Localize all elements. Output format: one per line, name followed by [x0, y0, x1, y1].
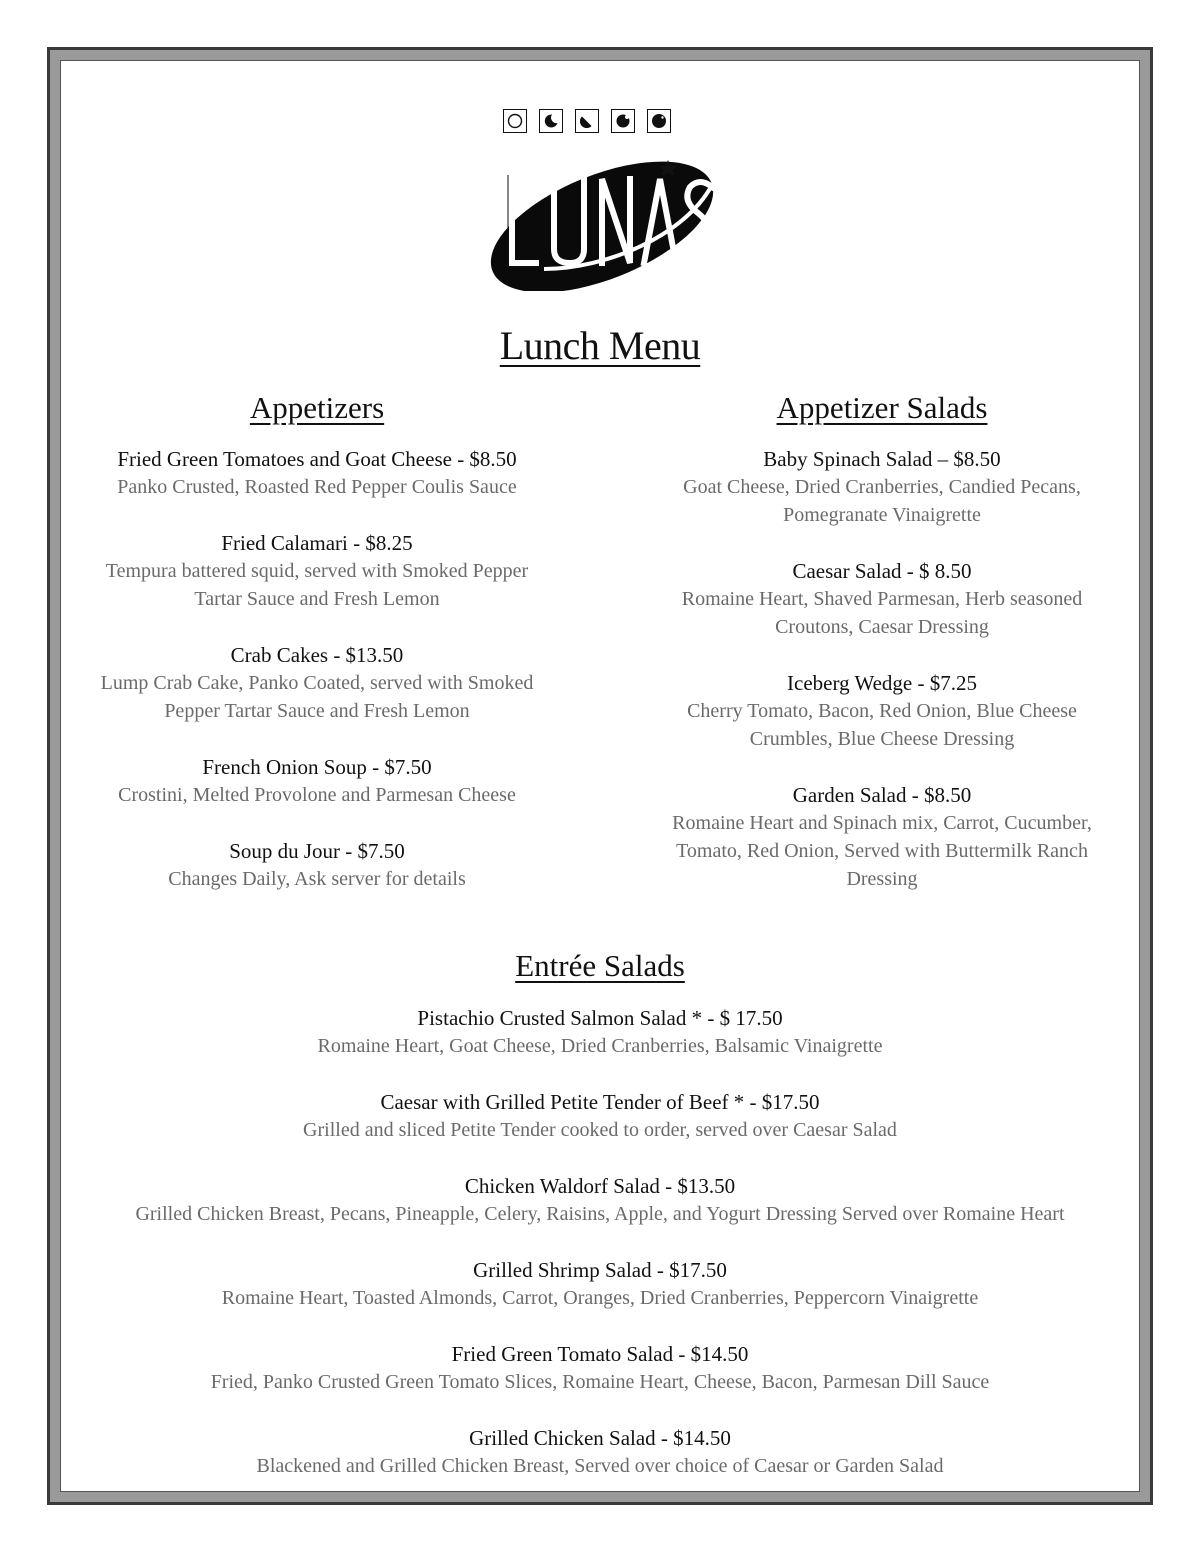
item-description: Lump Crab Cake, Panko Coated, served with Smoked — [100, 672, 534, 694]
full-moon-icon — [503, 109, 527, 133]
item-name: Soup du Jour - $7.50 — [229, 839, 405, 863]
item-description: Goat Cheese, Dried Cranberries, Candied Pecans, — [683, 476, 1081, 498]
item-name: Baby Spinach Salad – $8.50 — [763, 447, 1001, 471]
moon-phases — [503, 109, 671, 133]
item-description: Blackened and Grilled Chicken Breast, Served over choice of Caesar or Garden Salad — [256, 1455, 944, 1477]
menu-item — [57, 1256, 1143, 1312]
item-description: Romaine Heart, Shaved Parmesan, Herb seasoned — [681, 588, 1083, 610]
item-name: French Onion Soup - $7.50 — [202, 755, 432, 779]
item-name: Chicken Waldorf Salad - $13.50 — [464, 1174, 736, 1198]
item-description: Changes Daily, Ask server for details — [168, 868, 466, 890]
item-name: Caesar Salad - $ 8.50 — [792, 559, 972, 583]
menu-item — [622, 781, 1142, 893]
item-name: Grilled Chicken Salad - $14.50 — [469, 1426, 731, 1450]
menu-item — [57, 1424, 1143, 1480]
item-name: Iceberg Wedge - $7.25 — [787, 671, 977, 695]
appetizers-heading: Appetizers — [249, 390, 385, 425]
item-name: Garden Salad - $8.50 — [792, 783, 972, 807]
item-name: Caesar with Grilled Petite Tender of Beef * - $17.50 — [380, 1090, 820, 1114]
item-description: Romaine Heart, Goat Cheese, Dried Cranberries, Balsamic Vinaigrette — [317, 1035, 883, 1057]
item-description: Pomegranate Vinaigrette — [783, 504, 981, 526]
item-description: Dressing — [846, 868, 918, 890]
item-description: Fried, Panko Crusted Green Tomato Slices, Romaine Heart, Cheese, Bacon, Parmesan Dill Sauce — [210, 1371, 990, 1393]
item-name: Fried Calamari - $8.25 — [221, 531, 413, 555]
half-moon-icon — [575, 109, 599, 133]
menu-item — [622, 557, 1142, 641]
appetizers-list — [57, 445, 577, 921]
item-description: Romaine Heart and Spinach mix, Carrot, Cucumber, — [672, 812, 1092, 834]
item-name: Crab Cakes - $13.50 — [230, 643, 404, 667]
item-name: Fried Green Tomatoes and Goat Cheese - $8.50 — [117, 447, 517, 471]
item-description: Tartar Sauce and Fresh Lemon — [194, 588, 440, 610]
item-name: Pistachio Crusted Salmon Salad * - $ 17.50 — [417, 1006, 783, 1030]
menu-item — [57, 1172, 1143, 1228]
entree-salads-heading: Entrée Salads — [515, 948, 685, 983]
menu-item — [57, 1004, 1143, 1060]
item-description: Grilled and sliced Petite Tender cooked to order, served over Caesar Salad — [303, 1119, 897, 1141]
menu-item — [57, 1088, 1143, 1144]
lunas-logo — [484, 157, 720, 291]
page-title: Lunch Menu — [499, 323, 701, 368]
appetizer-salads-heading: Appetizer Salads — [776, 390, 988, 425]
item-description: Croutons, Caesar Dressing — [775, 616, 989, 638]
item-description: Tomato, Red Onion, Served with Buttermilk Ranch — [676, 840, 1088, 862]
appetizer-salads-list — [622, 445, 1142, 921]
item-description: Pepper Tartar Sauce and Fresh Lemon — [164, 700, 470, 722]
item-description: Cherry Tomato, Bacon, Red Onion, Blue Cheese — [687, 700, 1077, 722]
item-description: Crumbles, Blue Cheese Dressing — [749, 728, 1015, 750]
item-name: Fried Green Tomato Salad - $14.50 — [451, 1342, 749, 1366]
menu-item — [57, 529, 577, 613]
menu-item — [57, 837, 577, 893]
crescent-moon-icon — [539, 109, 563, 133]
item-description: Tempura battered squid, served with Smoked Pepper — [105, 560, 529, 582]
item-name: Grilled Shrimp Salad - $17.50 — [473, 1258, 727, 1282]
menu-item — [57, 1340, 1143, 1396]
menu-item — [57, 641, 577, 725]
menu-item — [57, 445, 577, 501]
item-description: Romaine Heart, Toasted Almonds, Carrot, Oranges, Dried Cranberries, Peppercorn Vinaigrette — [221, 1287, 979, 1309]
item-description: Grilled Chicken Breast, Pecans, Pineapple, Celery, Raisins, Apple, and Yogurt Dressing Served over Romaine Heart — [135, 1203, 1065, 1225]
menu-item — [622, 669, 1142, 753]
menu-item — [622, 445, 1142, 529]
menu-item — [57, 753, 577, 809]
item-description: Crostini, Melted Provolone and Parmesan Cheese — [118, 784, 516, 806]
gibbous-moon-icon — [611, 109, 635, 133]
new-moon-icon — [647, 109, 671, 133]
entree-salads-list — [57, 1004, 1143, 1508]
item-description: Panko Crusted, Roasted Red Pepper Coulis Sauce — [117, 476, 517, 498]
